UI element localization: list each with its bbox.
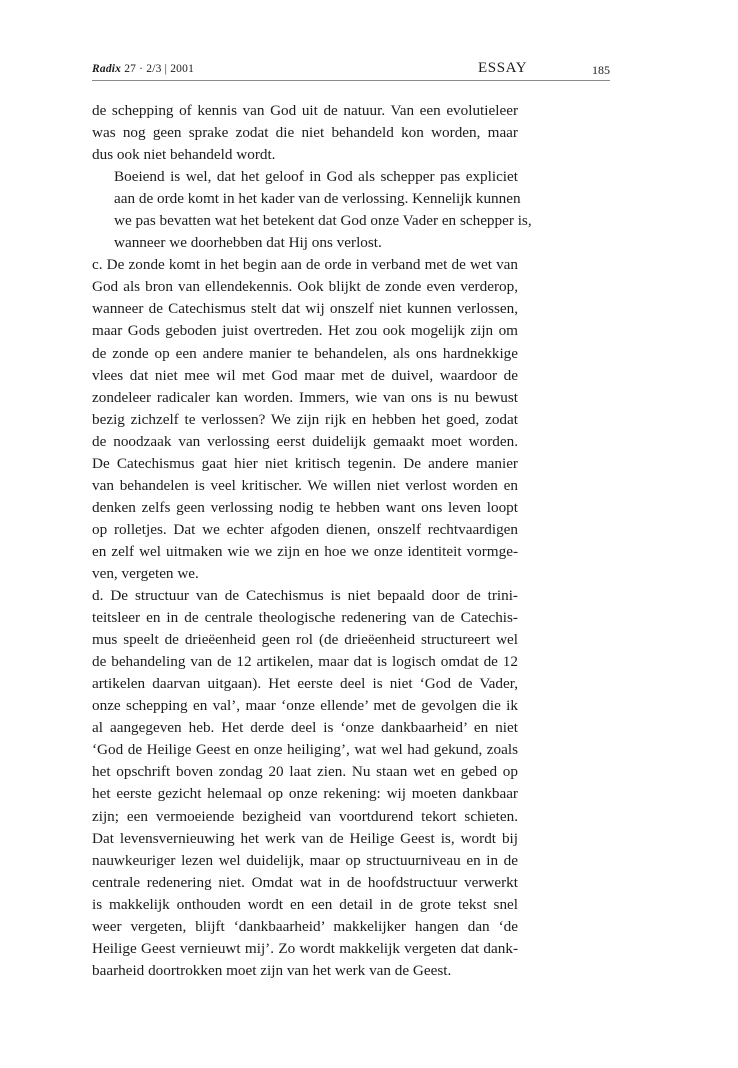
header-rule xyxy=(92,80,610,81)
text-line: is makkelijk onthouden wordt en een detail in de grote tekst snel xyxy=(92,895,518,913)
text-line: mus speelt de drieëenheid geen rol (de drieëenheid structureert wel xyxy=(92,631,518,649)
text-line: bezig zichzelf te verlossen? We zijn rijk en hebben het goed, zodat xyxy=(92,410,518,428)
text-line: artikelen daarvan uitgaan). Het eerste deel is niet ‘God de Vader, xyxy=(92,675,518,693)
paragraph xyxy=(92,254,518,585)
text-line: vlees dat niet mee wil met God maar met de duivel, waardoor de xyxy=(92,366,518,384)
text-line: weer vergeten, blijft ‘dankbaarheid’ makkelijker hangen dan ‘de xyxy=(92,917,518,935)
text-line: centrale redenering niet. Omdat wat in de hoofdstructuur verwerkt xyxy=(92,873,518,891)
text-line: de noodzaak van verlossing eerst duidelijk gemaakt moet worden. xyxy=(92,432,518,450)
text-line: wanneer de Catechismus stelt dat wij onszelf niet kunnen verlossen, xyxy=(92,300,518,318)
text-line: was nog geen sprake zodat die niet behandeld kon worden, maar xyxy=(92,124,518,142)
text-line: we pas bevatten wat het betekent dat God onze Vader en schepper is, xyxy=(114,212,532,230)
text-line: het opschrift boven zondag 20 laat zien. Nu staan wet en gebed op xyxy=(92,763,518,781)
text-line: de behandeling van de 12 artikelen, maar dat is logisch omdat de 12 xyxy=(92,653,518,671)
text-line: denken zelfs geen verlossing nodig te hebben want ons leven loopt xyxy=(92,498,518,516)
text-line: zondeleer radicaler kan worden. Immers, wie van ons is nu bewust xyxy=(92,388,518,406)
journal-citation xyxy=(92,63,194,75)
text-line: wanneer we doorhebben dat Hij ons verlost. xyxy=(114,234,382,252)
text-line: maar Gods geboden juist overtreden. Het zou ook mogelijk zijn om xyxy=(92,322,518,340)
text-line: van behandelen is veel kritischer. We willen niet verlost worden en xyxy=(92,476,518,494)
text-line: God als bron van ellendekennis. Ook blijkt de zonde even verderop, xyxy=(92,278,518,296)
text-line: dus ook niet behandeld wordt. xyxy=(92,146,276,164)
text-line: ‘God de Heilige Geest en onze heiliging’, wat wel had gekund, zoals xyxy=(92,741,518,759)
text-line: de schepping of kennis van God uit de natuur. Van een evolutieleer xyxy=(92,102,518,119)
text-line: op rolletjes. Dat we echter afgoden dienen, onszelf rechtvaardigen xyxy=(92,520,518,538)
paragraph xyxy=(92,166,532,254)
journal-issue: 27 · 2/3 | 2001 xyxy=(124,63,195,75)
text-line: d. De structuur van de Catechismus is niet bepaald door de trini- xyxy=(92,587,518,605)
text-line: al aangegeven heb. Het derde deel is ‘onze dankbaarheid’ en niet xyxy=(92,719,518,737)
text-line: De Catechismus gaat hier niet kritisch tegenin. De andere manier xyxy=(92,454,518,472)
text-line: onze schepping en val’, maar ‘onze ellende’ met de gevolgen die ik xyxy=(92,697,518,715)
text-line: Boeiend is wel, dat het geloof in God als schepper pas expliciet xyxy=(114,168,518,186)
running-header xyxy=(92,61,610,81)
text-line: zijn; een vermoeiende bezigheid van voortdurend tekort schieten. xyxy=(92,807,518,825)
section-label: ESSAY xyxy=(478,60,528,76)
text-line: nauwkeuriger lezen wel duidelijk, maar op structuurniveau en in de xyxy=(92,851,518,869)
text-line: teitsleer en in de centrale theologische redenering van de Catechis- xyxy=(92,609,518,627)
text-line: Dat levensvernieuwing het werk van de Heilige Geest is, wordt bij xyxy=(92,829,518,847)
journal-name: Radix xyxy=(92,63,122,75)
text-line: en zelf wel uitmaken wie we zijn en hoe we onze identiteit vormge- xyxy=(92,542,518,560)
text-line: aan de orde komt in het kader van de verlossing. Kennelijk kunnen xyxy=(114,190,521,208)
text-line: het eerste gezicht helemaal op onze rekening: wij moeten dankbaar xyxy=(92,785,518,803)
paragraph xyxy=(92,585,518,982)
text-line: baarheid doortrokken moet zijn van het werk van de Geest. xyxy=(92,961,452,979)
text-line: c. De zonde komt in het begin aan de orde in verband met de wet van xyxy=(92,256,518,274)
text-line: de zonde op een andere manier te behandelen, als ons hardnekkige xyxy=(92,344,518,362)
text-line: Heilige Geest vernieuwt mij’. Zo wordt makkelijk vergeten dat dank- xyxy=(92,939,518,957)
text-line: ven, vergeten we. xyxy=(92,564,199,582)
page-number: 185 xyxy=(592,63,610,77)
paragraph xyxy=(92,100,518,166)
article-body xyxy=(92,100,532,982)
